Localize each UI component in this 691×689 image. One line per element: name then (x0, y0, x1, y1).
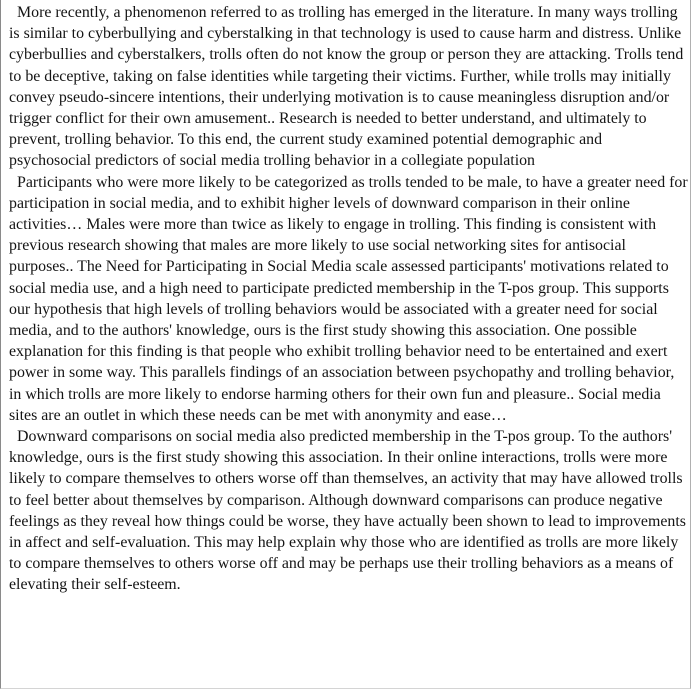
document-body (9, 2, 688, 596)
paragraph-participant-findings: Participants who were more likely to be categorized as trolls tended to be male, to have a greater need for participation in social media, and to exhibit higher levels of downward comparison in their online activities… Males were more than twice as likely to engage in trolling. This finding is consistent with previous research showing that males are more likely to use social networking sites for antisocial purposes.. The Need for Participating in Social Media scale assessed participants' motivations related to social media use, and a high need to participate predicted membership in the T-pos group. This supports our hypothesis that high levels of trolling behaviors would be associated with a greater need for social media, and to the authors' knowledge, ours is the first study showing this association. One possible explanation for this finding is that people who exhibit trolling behavior need to be entertained and exert power in some way. This parallels findings of an association between psychopathy and trolling behavior, in which trolls are more likely to endorse harming others for their own fun and pleasure.. Social media sites are an outlet in which these needs can be met with anonymity and ease… (9, 173, 688, 424)
paragraph-trolling-background: More recently, a phenomenon referred to as trolling has emerged in the literature. In many ways trolling is similar to cyberbullying and cyberstalking in that technology is used to cause harm and distress. Unlike cyberbullies and cyberstalkers, trolls often do not know the group or person they are attacking. Trolls tend to be deceptive, taking on false identities while targeting their victims. Further, while trolls may initially convey pseudo-sincere intentions, their underlying motivation is to cause meaningless disruption and/or trigger conflict for their own amusement.. Research is needed to better understand, and ultimately to prevent, trolling behavior. To this end, the current study examined potential demographic and psychosocial predictors of social media trolling behavior in a collegiate population (9, 4, 684, 170)
paragraph-downward-comparisons: Downward comparisons on social media also predicted membership in the T-pos group. To the authors' knowledge, ours is the first study showing this association. In their online interactions, trolls were more likely to compare themselves to others worse off than themselves, an activity that may have allowed trolls to feel better about themselves by comparison. Although downward comparisons can produce negative feelings as they reveal how things could be worse, they have actually been shown to lead to improvements in affect and self-evaluation. This may help explain why those who are identified as trolls are more likely to compare themselves to others worse off and may be perhaps use their trolling behaviors as a means of elevating their self-esteem. (9, 428, 686, 594)
